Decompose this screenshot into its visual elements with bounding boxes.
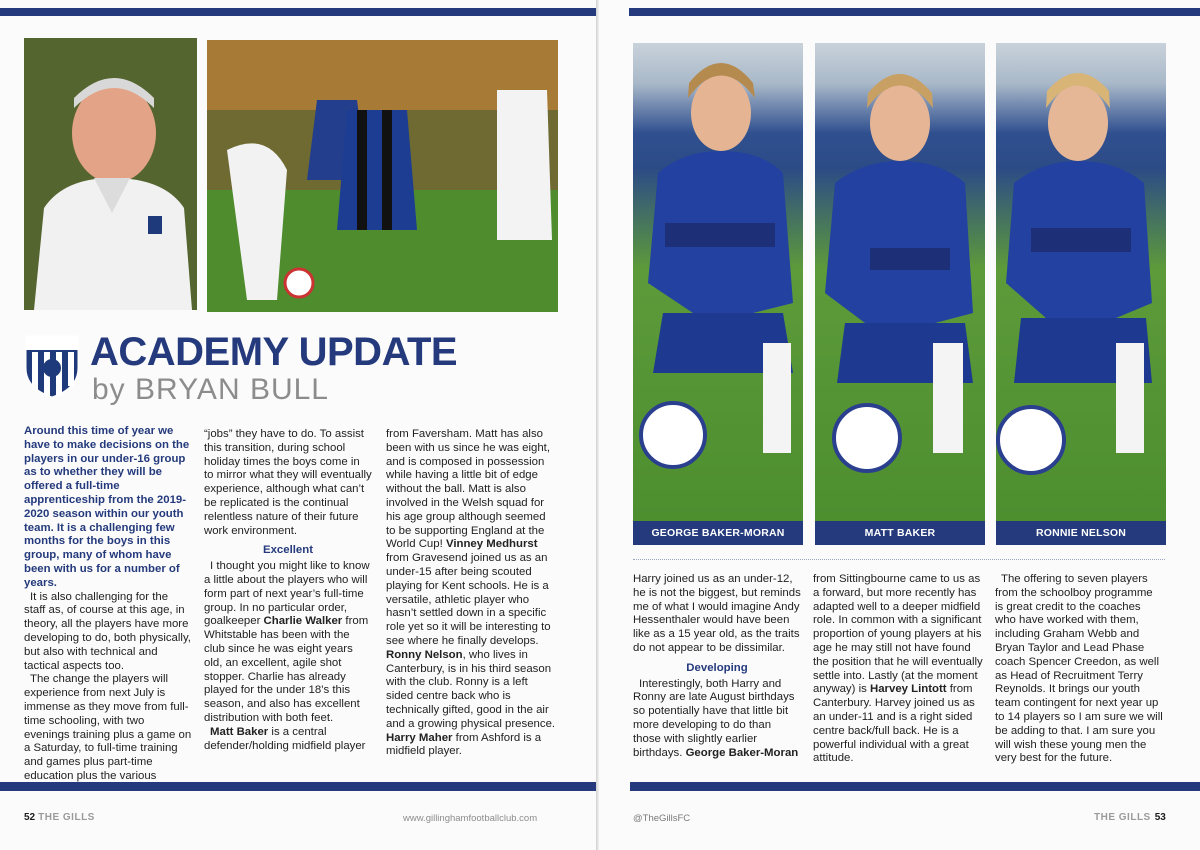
bottom-rule bbox=[630, 782, 1200, 791]
body-paragraph: The offering to seven players from the schoolboy programme is great credit to the coaches who have worked with them, including Graham Webb and Bryan Taylor and Lead Phase coach Spencer Creedon, as well as Head of Recruitment Terry Reynolds. It brings our youth team contingent for next year up to 14 players so I am sure we will be adding to that. I am sure you will wish these young men the very best for the future. bbox=[995, 573, 1163, 765]
text-column-2 bbox=[204, 428, 372, 753]
player-name: Harry Maher bbox=[386, 731, 453, 744]
article-headline: ACADEMY UPDATE bbox=[90, 330, 458, 374]
player-photo bbox=[633, 43, 803, 545]
player-name: Vinney Medhurst bbox=[445, 538, 538, 551]
player-photo bbox=[815, 43, 985, 545]
body-paragraph: from Faversham. Matt has also been with us since he was eight, and is composed in possession while having a little bit of edge without the ball. Matt is also involved in the Welsh squad for his age group although seemed to be supporting England at the World Cup! Vinney Medhurst from Gravesend joined us as an under-15 after being scouted playing for Kent schools. He is a versatile, athletic player who hasn’t settled down in a specific role yet so it will be interesting to see where he finally develops. Ronny Nelson, who lives in Canterbury, is in his third season with the club. Ronny is a left sided centre back who is technically gifted, good in the air and a growing physical presence. Harry Maher from Ashford is a midfield player. bbox=[386, 428, 556, 758]
text-column-5 bbox=[813, 573, 985, 766]
subheading: Developing bbox=[686, 661, 748, 674]
magazine-title: THE GILLS bbox=[1094, 812, 1151, 823]
page-number: 53 bbox=[1154, 812, 1166, 823]
magazine-title: THE GILLS bbox=[38, 812, 95, 823]
club-crest-icon bbox=[24, 334, 80, 398]
intro-paragraph: Around this time of year we have to make decisions on the players in our under-16 group as to whether they will be offered a full-time apprenticeship from the 2019-2020 season within our youth team. It is a challenging few months for the boys in this group, many of whom have been with us for a number of years. bbox=[24, 425, 190, 589]
twitter-handle: @TheGillsFC bbox=[633, 813, 691, 824]
top-rule bbox=[629, 8, 1200, 16]
subheading: Excellent bbox=[262, 544, 314, 557]
left-page bbox=[0, 0, 597, 850]
player-caption: MATT BAKER bbox=[815, 521, 985, 545]
player-name: Ronny Nelson bbox=[386, 648, 463, 661]
player-name: Charlie Walker bbox=[263, 615, 343, 628]
match-action-photo bbox=[207, 40, 558, 312]
body-paragraph: The change the players will experience from next July is immense as they move from full-time schooling, with two evenings training plus a game on a Saturday, to full-time training and games plus part-time education plus the various bbox=[24, 673, 192, 782]
page-number: 52 bbox=[24, 812, 36, 823]
player-name: Harvey Lintott bbox=[869, 683, 947, 696]
article-byline: by BRYAN BULL bbox=[92, 373, 329, 406]
text-column-4 bbox=[633, 573, 801, 760]
page-folio bbox=[24, 812, 95, 823]
player-photo bbox=[996, 43, 1166, 545]
bottom-rule bbox=[0, 782, 597, 791]
body-paragraph: Harry joined us as an under-12, he is not the biggest, but reminds me of what I would imagine Andy Hessenthaler would have been like as a 15 year old, as the traits do not appear to be dissimilar. bbox=[633, 573, 801, 654]
player-name: Matt Baker bbox=[210, 725, 269, 738]
dotted-divider bbox=[633, 559, 1165, 560]
website-url: www.gillinghamfootballclub.com bbox=[403, 813, 538, 824]
page-folio bbox=[1094, 812, 1166, 823]
text-column-6 bbox=[995, 573, 1163, 766]
top-rule bbox=[0, 8, 597, 16]
body-paragraph: Matt Baker is a central defender/holding midfield player bbox=[204, 725, 366, 752]
body-paragraph: I thought you might like to know a little about the players who will form part of next year’s full-time group. In no particular order, goalkeeper Charlie Walker from Whitstable has been with the club since he was eight years old, an excellent, agile shot stopper. Charlie has already played for the under 18’s this season, and also has excellent distribution with both feet. bbox=[204, 560, 370, 724]
text-column-3 bbox=[386, 428, 556, 759]
text-column-1 bbox=[24, 425, 192, 784]
player-name: George Baker-Moran bbox=[685, 746, 799, 759]
body-paragraph: It is also challenging for the staff as, of course at this age, in theory, all the players have more developing to do, both physically, but also with technical and tactical aspects too. bbox=[24, 590, 191, 672]
body-paragraph: “jobs” they have to do. To assist this transition, during school holiday times the boys come in to mirror what they will eventually experience, although what can’t be replicated is the continual relentless nature of their future work environment. bbox=[204, 428, 372, 537]
coach-photo bbox=[24, 38, 197, 310]
player-caption: GEORGE BAKER-MORAN bbox=[633, 521, 803, 545]
player-caption: RONNIE NELSON bbox=[996, 521, 1166, 545]
body-paragraph: Interestingly, both Harry and Ronny are late August birthdays so potentially have that little bit more developing to do than those with slightly earlier birthdays. George Baker-Moran bbox=[633, 677, 799, 759]
body-paragraph: from Sittingbourne came to us as a forward, but more recently has adapted well to a deeper midfield role. In common with a significant proportion of young players at his age he may still not have found the position that he will eventually settle into. Lastly (at the moment anyway) is Harvey Lintott from Canterbury. Harvey joined us as an under-11 and is a right sided centre back/full back. He is a powerful individual with a great attitude. bbox=[813, 573, 983, 765]
